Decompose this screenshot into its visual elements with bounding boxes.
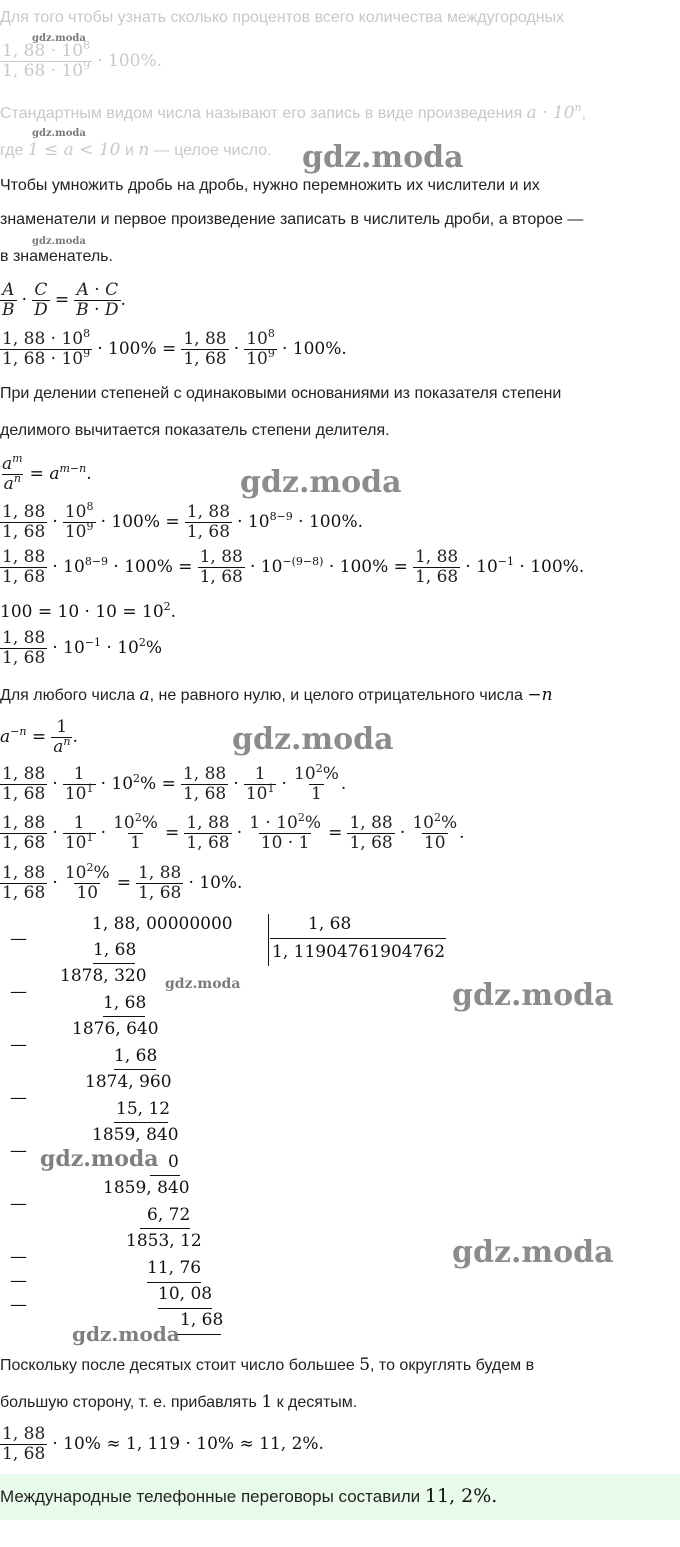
equation-100: $100 = 10 \cdot 10 = 10^2$. [0, 600, 177, 622]
division-quotient: 1, 11904761904762 [272, 942, 446, 962]
formula-step1: $\frac{1, 88 \cdot 10^8}{1, 68 \cdot 10^9}$ · 100% = $\frac{1, 88}{1, 68}$ · $\frac{10^8}{10^9}$ · 100%. [2, 327, 347, 369]
division-minus: — [10, 1141, 27, 1161]
formula-am-an: $\frac{a^m}{a^n}$ = $a^{m-n}$. [2, 452, 92, 494]
division-minus: — [10, 1194, 27, 1214]
watermark-logo: gdz.moda [232, 722, 394, 757]
rule-mult-line1: Чтобы умножить дробь на дробь, нужно перемножить их числители и их [0, 177, 540, 194]
watermark-logo: gdz.moda [32, 33, 86, 44]
watermark-logo: gdz.moda [165, 976, 241, 992]
rule-negative-exponent: Для любого числа a, не равного нулю, и целого отрицательного числа −n [0, 685, 553, 705]
division-step-line [114, 1069, 156, 1070]
watermark-logo: gdz.moda [32, 128, 86, 139]
division-step: 1876, 640 [72, 1019, 159, 1039]
rounding-line1: Поскольку после десятых стоит число большее 5, то округлять будем в [0, 1355, 535, 1375]
division-minus: — [10, 982, 27, 1002]
division-step-line [147, 1282, 201, 1283]
rule-powers-line1: При делении степеней с одинаковыми основаниями из показателя степени [0, 385, 562, 402]
division-step: 0 [168, 1152, 179, 1172]
watermark-logo: gdz.moda [302, 140, 464, 175]
final-calculation: $\frac{1, 88}{1, 68}$ · 10% ≈ 1, 119 · 10% ≈ 11, 2%. [2, 1424, 324, 1464]
division-step: 1, 68 [180, 1310, 224, 1330]
division-step: 1, 68 [93, 940, 137, 960]
intro-line: Для того чтобы узнать сколько процентов всего количества междугородных [0, 9, 565, 26]
division-minus: — [10, 1295, 27, 1315]
rule-mult-line2: знаменатели и первое произведение записать в числитель дроби, а второе — [0, 211, 584, 228]
division-step: 1853, 12 [126, 1231, 202, 1251]
formula-step5: $\frac{1, 88}{1, 68}$ · $\frac{1}{10^1}$ · $10^2\%$ = $\frac{1, 88}{1, 68}$ · $\frac{1}{10^1}$ · $\frac{10^2\%}{1}$ . [2, 762, 347, 804]
division-step-line [103, 1016, 145, 1017]
division-step: 11, 76 [147, 1258, 202, 1278]
watermark-logo: gdz.moda [240, 465, 402, 500]
standard-form-condition: где 1 ≤ a < 10 и n — целое число. [0, 140, 272, 160]
division-minus: — [10, 929, 27, 949]
division-step: 1874, 960 [85, 1072, 172, 1092]
division-step-line [158, 1308, 212, 1309]
division-step: 15, 12 [116, 1099, 171, 1119]
formula-step6: $\frac{1, 88}{1, 68}$ · $\frac{1}{10^1}$ · $\frac{10^2\%}{1}$ = $\frac{1, 88}{1, 68}$ · $\frac{1 \cdot 10^2\%}{10 \cdot 1}$ = $\frac{1, 88}{1, 68}$ · $\frac{10^2\%}{10}$ . [2, 811, 465, 853]
division-step: 6, 72 [147, 1205, 191, 1225]
rule-mult-line3: в знаменатель. [0, 248, 113, 265]
division-step: 1859, 840 [92, 1125, 179, 1145]
intro-fraction: $\frac{1, 88 \cdot 10^8}{1, 68 \cdot 10^9}$ · 100%. [2, 39, 163, 81]
formula-step4: $\frac{1, 88}{1, 68}$ · $10^{-1} \cdot 10^2\%$ [2, 628, 163, 668]
formula-step2: $\frac{1, 88}{1, 68}$ · $\frac{10^8}{10^9}$ · 100% = $\frac{1, 88}{1, 68}$ · $10^{8-9} \cdot 100\%$. [2, 500, 363, 542]
division-divisor: 1, 68 [308, 914, 352, 934]
formula-abcd: $\frac{A}{B}$ · $\frac{C}{D}$ = $\frac{A \cdot C}{B \cdot D}$ . [2, 280, 126, 320]
rounding-line2: большую сторону, т. е. прибавлять 1 к десятым. [0, 1392, 358, 1412]
division-step: 1878, 320 [60, 966, 147, 986]
division-minus: — [10, 1271, 27, 1291]
watermark-logo: gdz.moda [452, 1235, 614, 1270]
division-step-line [175, 1334, 221, 1335]
division-minus: — [10, 1035, 27, 1055]
watermark-logo: gdz.moda [32, 236, 86, 247]
division-quotient-line [270, 938, 446, 939]
formula-a-neg-n: $a^{-n}$ = $\frac{1}{a^n}$ . [0, 717, 78, 757]
rule-powers-line2: делимого вычитается показатель степени делителя. [0, 422, 390, 439]
division-step-line [114, 1122, 168, 1123]
division-minus: — [10, 1088, 27, 1108]
answer-text: Международные телефонные переговоры составили 11, 2%. [0, 1485, 498, 1507]
division-step-line [93, 963, 135, 964]
division-bar [268, 914, 269, 966]
standard-form-text: Стандартным видом числа называют его запись в виде произведения $a \cdot 10^n$, [0, 101, 587, 123]
division-step: 1, 68 [114, 1046, 158, 1066]
division-step-line [150, 1175, 180, 1176]
division-step-line [140, 1228, 190, 1229]
formula-step3: $\frac{1, 88}{1, 68}$ · $10^{8-9} \cdot 100\%$ = $\frac{1, 88}{1, 68}$ · $10^{-(9-8)} \cdot 100\%$ = $\frac{1, 88}{1, 68}$ · $10^{-1} \cdot 100\%$. [2, 547, 585, 587]
watermark-logo: gdz.moda [452, 978, 614, 1013]
division-step: 10, 08 [158, 1284, 213, 1304]
division-step: 1, 68 [103, 993, 147, 1013]
division-minus: — [10, 1247, 27, 1267]
watermark-logo: gdz.moda [40, 1146, 159, 1172]
division-dividend: 1, 88, 00000000 [92, 914, 233, 934]
division-step: 1859, 840 [103, 1178, 190, 1198]
watermark-logo: gdz.moda [72, 1322, 180, 1346]
formula-step7: $\frac{1, 88}{1, 68}$ · $\frac{10^2\%}{10}$ = $\frac{1, 88}{1, 68}$ · 10%. [2, 861, 243, 903]
